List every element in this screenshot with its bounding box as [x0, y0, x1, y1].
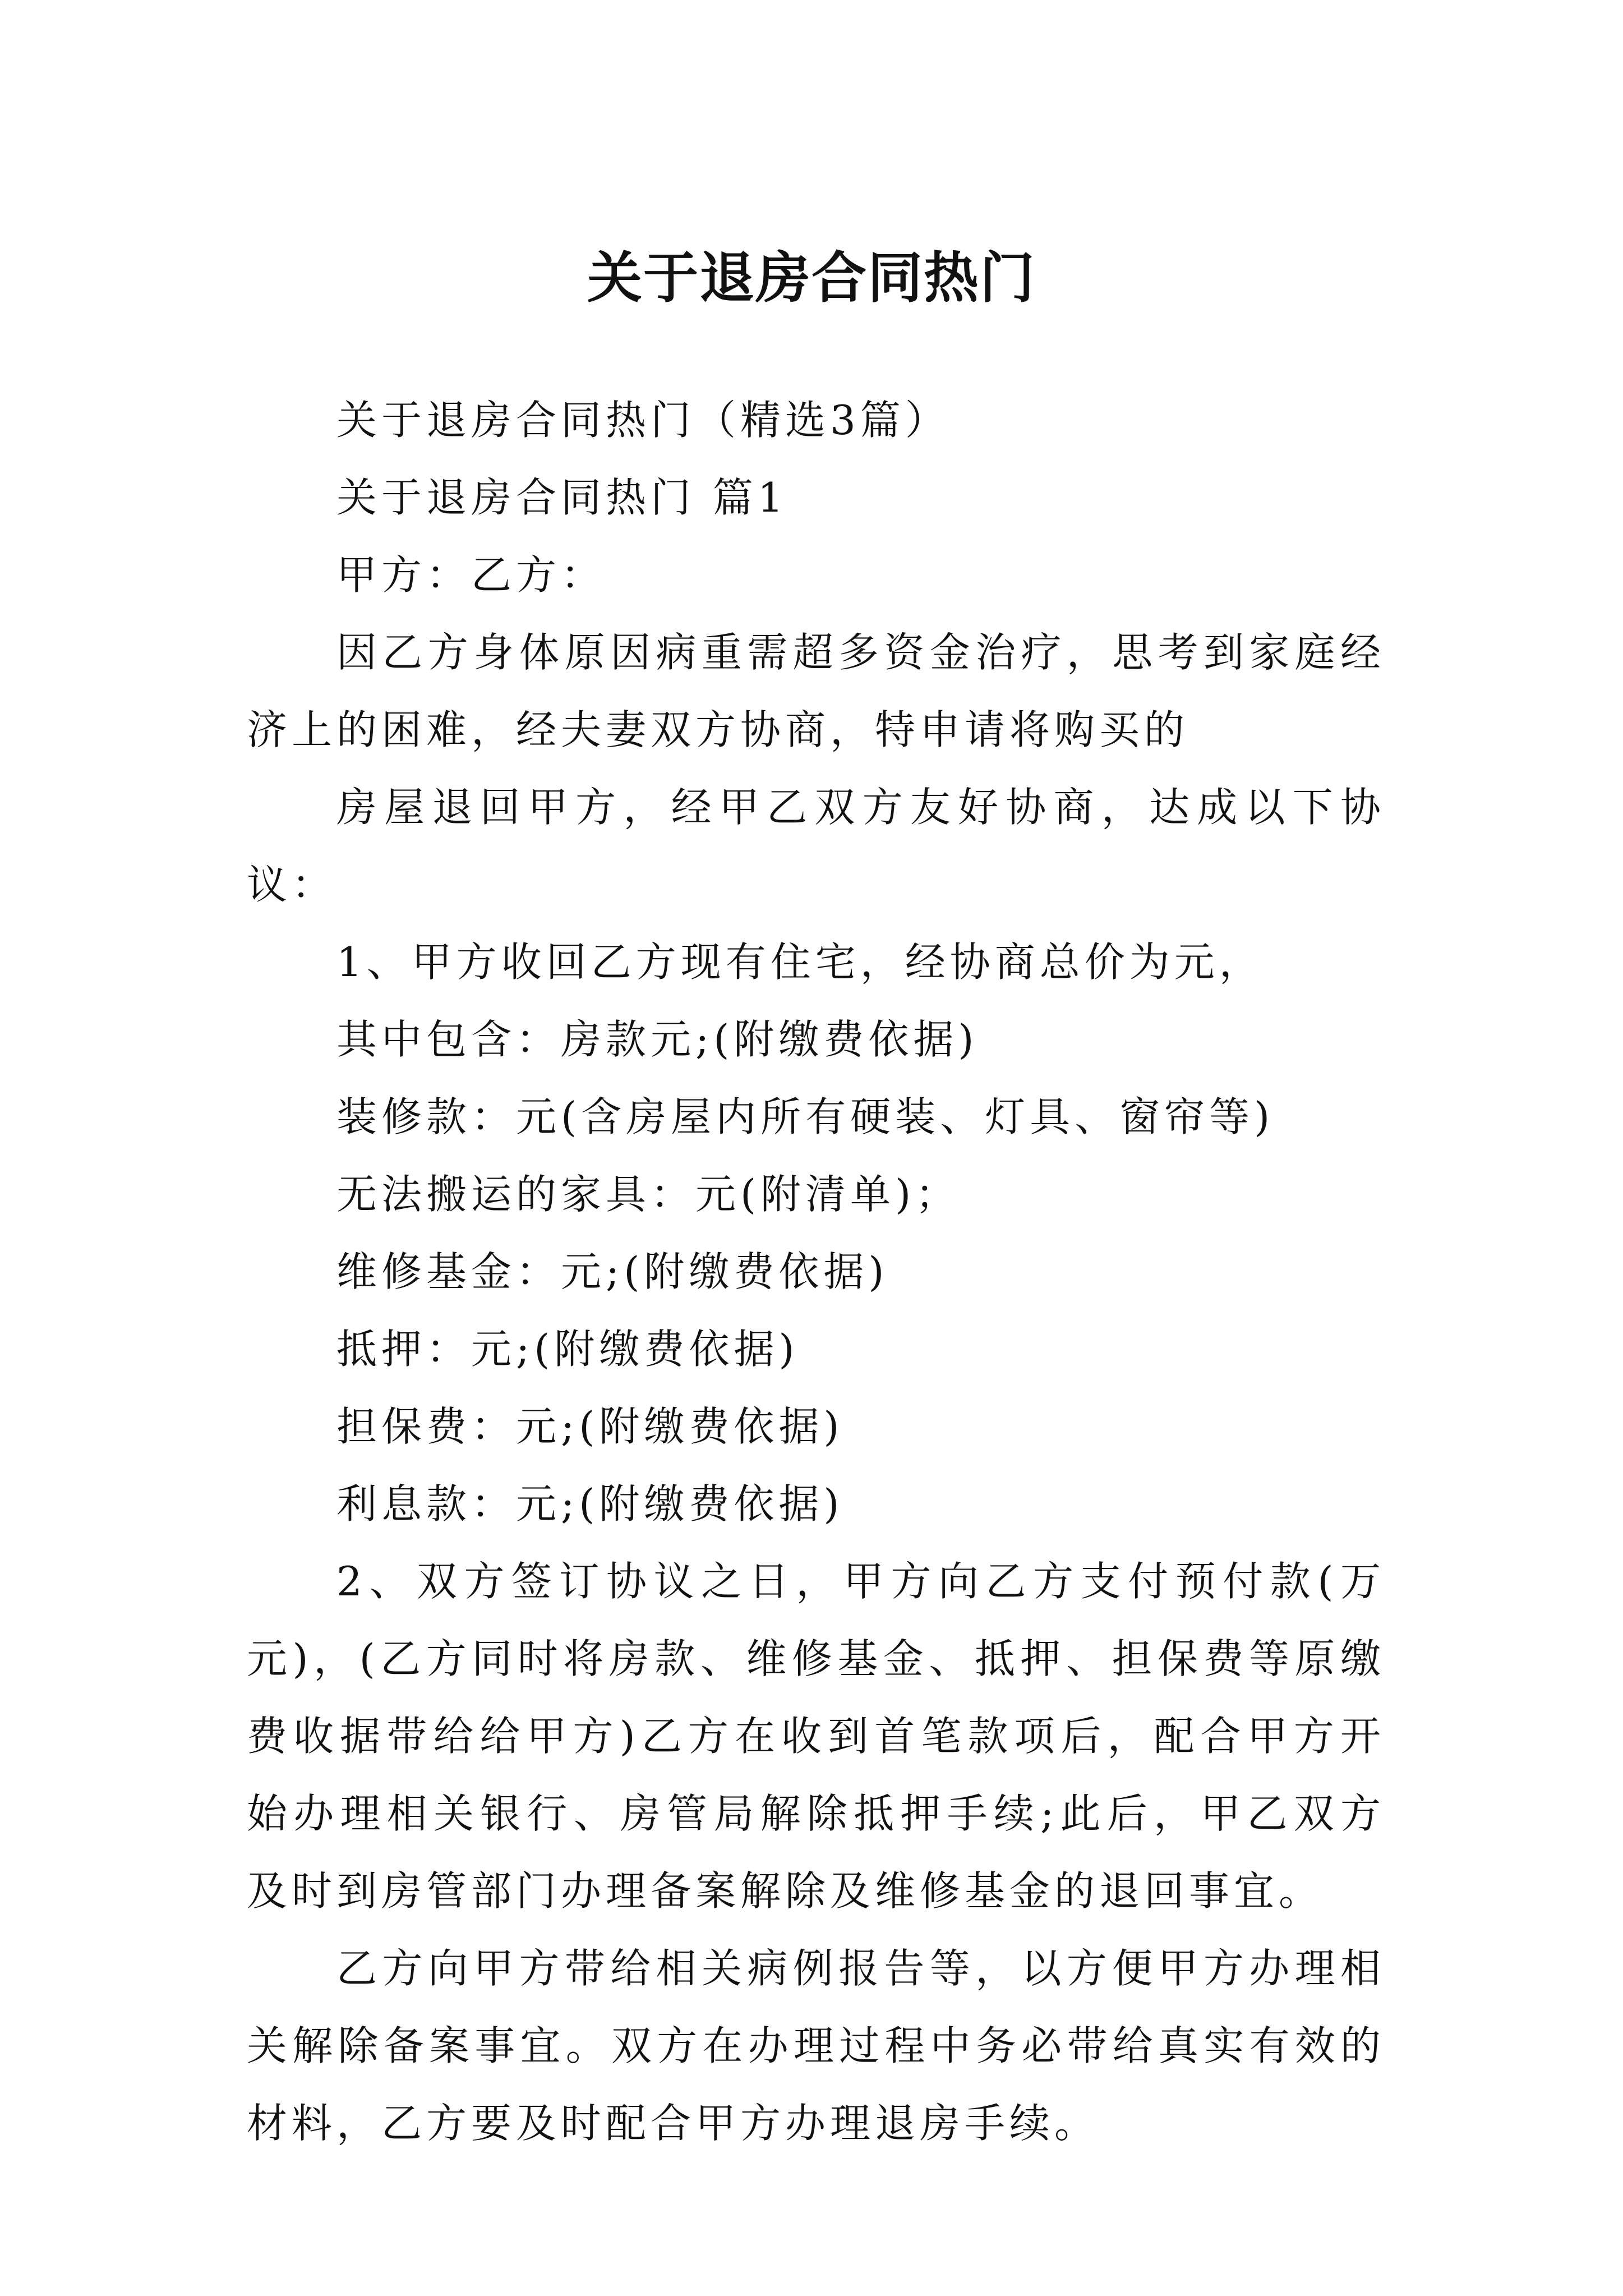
paragraph-clause-2: 2、双方签订协议之日，甲方向乙方支付预付款(万元)，(乙方同时将房款、维修基金、抵押、担保费等原缴费收据带给给甲方)乙方在收到首笔款项后，配合甲方开始办理相关银行、房管局解除抵押手续;此后，甲乙双方及时到房管部门办理备案解除及维修基金的退回事宜。	[247, 1558, 1385, 1915]
paragraph-parties: 甲方：乙方：	[336, 551, 606, 599]
paragraph-agreement-intro: 房屋退回甲方，经甲乙双方友好协商，达成以下协议：	[247, 784, 1385, 908]
paragraph-guarantee-fee: 担保费：元;(附缴费依据)	[336, 1403, 844, 1450]
paragraph-collection-title: 关于退房合同热门（精选3篇）	[336, 397, 950, 444]
paragraph-house-payment: 其中包含：房款元;(附缴费依据)	[336, 1016, 979, 1063]
paragraph-section-heading: 关于退房合同热门 篇1	[336, 474, 788, 521]
document-title: 关于退房合同热门	[587, 245, 1036, 310]
paragraph-renovation: 装修款：元(含房屋内所有硬装、灯具、窗帘等)	[336, 1093, 1275, 1140]
paragraph-clause-1: 1、甲方收回乙方现有住宅，经协商总价为元，	[336, 938, 1264, 986]
paragraph-mortgage: 抵押：元;(附缴费依据)	[336, 1326, 799, 1373]
paragraph-interest: 利息款：元;(附缴费依据)	[336, 1480, 844, 1527]
paragraph-reason: 因乙方身体原因病重需超多资金治疗，思考到家庭经济上的困难，经夫妻双方协商，特申请将购买的	[247, 629, 1385, 753]
paragraph-maintenance-fund: 维修基金：元;(附缴费依据)	[336, 1248, 889, 1295]
document-body	[247, 381, 1385, 2162]
paragraph-furniture: 无法搬运的家具：元(附清单)；	[336, 1171, 961, 1218]
paragraph-medical-report: 乙方向甲方带给相关病例报告等，以方便甲方办理相关解除备案事宜。双方在办理过程中务必带给真实有效的材料，乙方要及时配合甲方办理退房手续。	[247, 1945, 1385, 2147]
